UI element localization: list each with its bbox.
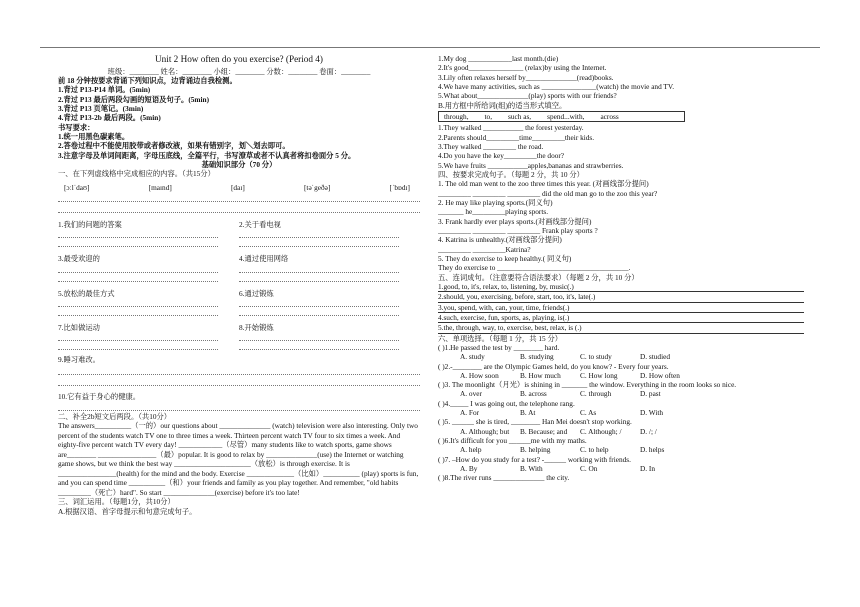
answer-dotted-line[interactable] bbox=[239, 298, 399, 307]
section-basic-title: 基础知识部分（70 分） bbox=[201, 160, 277, 170]
section4-title: 四、按要求完成句子。（每题 2 分，共 10 分） bbox=[438, 169, 584, 179]
section6-title: 六、单项选择。（每题 1 分，共 15 分） bbox=[438, 333, 563, 343]
phrase-prompt: 5.放松的最佳方式 bbox=[58, 288, 115, 298]
answer-dotted-line[interactable] bbox=[239, 264, 399, 273]
right-column bbox=[438, 54, 804, 483]
mcq-options bbox=[438, 389, 804, 398]
passage-text: The answers__________（一的）our questions about ______________ (watch) television were also interesting. Only two percent of the students watch TV one to three times a week. Thirteen percent watch TV four to six times a week. And eighty-five percent watch TV every day! ____________（尽管）many students like to watch sports, game shows are________ ________________（最）popular. It is good to relax by ______________(use) the Internet or watching game shows, but we think the best way _____________________（放松）is through exercise. It is ________________(health) for the mind and the body. Exercise _____________（比如）__________ (play) sports is fun, and you can spend time __________（和）your friends and family as you play together. And remember, "old habits _________（死亡）hard". So start ______________(exercise) before it's too late! bbox=[58, 421, 419, 497]
phrase-prompt: 2.关于看电视 bbox=[239, 220, 281, 230]
instruction-line: 2.背过 P13 最后两段勾画的短语及句子。(5min) bbox=[58, 94, 209, 104]
instruction-line: 书写要求： bbox=[58, 122, 95, 132]
mcq-option[interactable]: B. Because; and bbox=[520, 426, 568, 436]
answer-dotted-line[interactable] bbox=[239, 332, 399, 341]
answer-dotted-line[interactable] bbox=[58, 365, 420, 375]
mcq-option[interactable]: B. studying bbox=[520, 352, 554, 362]
answer-dotted-line[interactable] bbox=[58, 203, 420, 213]
instruction-line: 前 18 分钟按要求背诵下列知识点，边背诵边自我检测。 bbox=[58, 76, 237, 86]
mcq-option[interactable]: D. In bbox=[640, 464, 655, 474]
mcq-option[interactable]: D. studied bbox=[640, 352, 670, 362]
answer-dotted-line[interactable] bbox=[58, 264, 218, 273]
instruction-line: 3.背过 P13 页笔记。(3min) bbox=[58, 104, 144, 114]
mcq-option[interactable]: A. Although; but bbox=[460, 426, 510, 436]
phrase-grid bbox=[58, 220, 420, 350]
section4-line: _______ he_________playing sports. bbox=[438, 207, 549, 217]
answer-dotted-line[interactable] bbox=[239, 307, 399, 316]
mcq-option[interactable]: C. through bbox=[580, 389, 612, 399]
mcq-option[interactable]: D. /; / bbox=[640, 426, 657, 436]
answer-dotted-line[interactable] bbox=[58, 401, 420, 411]
mcq-question: ( )1.He passed the test by ________ hard. bbox=[438, 342, 560, 352]
box-fill-line: 4.Do you have the key_________the door? bbox=[438, 151, 565, 161]
phrase-prompt: 6.通过锻炼 bbox=[239, 288, 274, 298]
box-word: spend...with, bbox=[547, 111, 585, 121]
section4-line: 2. He may like playing sports.(同义句) bbox=[438, 197, 553, 207]
mcq-options bbox=[438, 445, 804, 454]
mcq-option[interactable]: A. over bbox=[460, 389, 482, 399]
worksheet-title: Unit 2 How often do you exercise? (Period 4) bbox=[155, 54, 323, 64]
section4-line: 5. They do exercise to keep healthy.( 同义句) bbox=[438, 253, 572, 263]
instruction-line: 2.答卷过程中不能使用胶带或者修改液，如果有错别字，划＼划去即可。 bbox=[58, 141, 290, 151]
fill-line: 2.It's good_______________ (relax)by using the Internet. bbox=[438, 63, 607, 73]
mcq-option[interactable]: A. How soon bbox=[460, 370, 499, 380]
answer-dotted-line[interactable] bbox=[239, 273, 399, 282]
box-word: across bbox=[600, 111, 619, 121]
phrase-row bbox=[58, 289, 420, 316]
fill-line: 1.My dog ____________last month.(die) bbox=[438, 54, 559, 63]
answer-dotted-line[interactable] bbox=[58, 341, 218, 350]
mcq-question: ( )4._____ I was going out, the telephone rang. bbox=[438, 398, 575, 408]
section5-lines bbox=[438, 282, 804, 334]
phonetic-item: [maɪnd] bbox=[148, 182, 172, 192]
mcq-option[interactable]: B. helping bbox=[520, 445, 551, 455]
fill-line: 3.Lily often relaxes herself by______________(read)books. bbox=[438, 72, 614, 82]
phrase-row bbox=[58, 323, 420, 350]
mcq-option[interactable]: A. By bbox=[460, 464, 478, 474]
mcq-option[interactable]: C. to help bbox=[580, 445, 609, 455]
section2-title: 二、补全2b短文后两段。（共10分） bbox=[58, 412, 172, 421]
box-word: through, bbox=[444, 111, 469, 121]
section4-line: 4. Katrina is unhealthy.(对画线部分提问) bbox=[438, 235, 562, 245]
answer-dotted-line[interactable] bbox=[58, 376, 420, 386]
answer-dotted-line[interactable] bbox=[58, 298, 218, 307]
multiple-choice-list bbox=[438, 343, 804, 483]
answer-dotted-line[interactable] bbox=[239, 229, 399, 238]
section4-line: 1. The old man went to the zoo three times this year. (对画线部分提问) bbox=[438, 179, 649, 189]
phonetic-item: [təˈgeðə] bbox=[303, 182, 331, 192]
instruction-line: 1.统一用黑色碳素笔。 bbox=[58, 132, 130, 142]
mcq-option[interactable]: C. As bbox=[580, 408, 597, 418]
section3-title: 三、词汇运用。（每题1分，共10分） bbox=[58, 497, 175, 507]
section1-title: 一、在下列虚线格中完成相应的内容。（共15分） bbox=[58, 169, 215, 179]
mcq-question: ( )5. ______ she is tired, ________ Han Mei doesn't stop working. bbox=[438, 417, 632, 427]
mcq-option[interactable]: A. help bbox=[460, 445, 482, 455]
section5-line: 3.you, spend, with, can, your, time, friends(.) bbox=[438, 303, 804, 313]
phrase-prompt: 1.我们的问题的答案 bbox=[58, 220, 122, 230]
mcq-question: ( )7. –How do you study for a test? -______ working with friends. bbox=[438, 454, 631, 464]
mcq-option[interactable]: B. At bbox=[520, 408, 536, 418]
phrase-cell bbox=[58, 323, 239, 350]
box-fill-line: 5.We have fruits ___________apples,bananas and strawberries. bbox=[438, 160, 624, 170]
section5-title: 五、连词成句。（注意要符合语法要求）（每题 2 分，共 10 分） bbox=[438, 272, 639, 282]
box-fill-line: 2.Parents should_________time_________their kids. bbox=[438, 132, 595, 142]
section5-line: 5.the, through, way, to, exercise, best, relax, is (.) bbox=[438, 323, 804, 333]
fill-line: 5.What about______________(play) sports with our friends? bbox=[438, 91, 617, 101]
left-column bbox=[58, 54, 420, 516]
phrase-cell bbox=[58, 289, 239, 316]
mcq-option[interactable]: D. With bbox=[640, 408, 664, 418]
answer-dotted-line[interactable] bbox=[58, 273, 218, 282]
section4-lines bbox=[438, 179, 804, 272]
answer-dotted-line[interactable] bbox=[58, 332, 218, 341]
fill-line: 4.We have many activities, such as _______________(watch) the movie and TV. bbox=[438, 81, 675, 91]
instruction-line: 1.背过 P13-P14 单词。(5min) bbox=[58, 85, 151, 95]
instruction-line: 3.注意字母及单词间距离，字母压底线，全篇平行，书写潦草或者不认真者将扣卷面分 5 分。 bbox=[58, 150, 356, 160]
instructions-block bbox=[58, 76, 420, 160]
page-top-rule bbox=[40, 47, 820, 48]
section3-part-a: A.根据汉语、首字母提示和句意完成句子。 bbox=[58, 506, 197, 516]
mcq-question: ( )3. The moonlight（月光）is shining in _______ the window. Everything in the room looks so nice. bbox=[438, 380, 737, 390]
phrase-cell bbox=[58, 254, 239, 281]
mcq-question: ( )8.The river runs ______________ the city. bbox=[438, 473, 570, 483]
mcq-option[interactable]: B. How much bbox=[520, 370, 561, 380]
section4-line: _________ _________ _________ Frank play sports ? bbox=[438, 225, 598, 235]
section4-line: 3. Frank hardly ever plays sports.(对画线部分提问) bbox=[438, 216, 592, 226]
mcq-options bbox=[438, 464, 804, 473]
mcq-option[interactable]: B. across bbox=[520, 389, 547, 399]
answer-dotted-line[interactable] bbox=[239, 238, 399, 247]
phrase-prompt: 3.最受欢迎的 bbox=[58, 254, 100, 264]
mcq-options bbox=[438, 427, 804, 436]
answer-dotted-line[interactable] bbox=[58, 192, 420, 202]
box-word: to, bbox=[484, 111, 493, 121]
phonetic-item: [ˈbɒdɪ] bbox=[389, 182, 410, 192]
section5-line: 2.should, you, exercising, before, start, too, it's, late(.) bbox=[438, 292, 804, 302]
box-fill-lines bbox=[438, 123, 804, 170]
section5-line: 1.good, to, it's, relax, to, listening, by, music(.) bbox=[438, 282, 804, 292]
phonetics-row bbox=[58, 183, 420, 192]
mcq-option[interactable]: A. For bbox=[460, 408, 480, 418]
mcq-option[interactable]: D. helps bbox=[640, 445, 665, 455]
answer-dotted-line[interactable] bbox=[239, 341, 399, 350]
mcq-options bbox=[438, 408, 804, 417]
mcq-option[interactable]: C. On bbox=[580, 464, 598, 474]
mcq-option[interactable]: C. Although; / bbox=[580, 426, 622, 436]
section4-line: _________ _________Katrina? bbox=[438, 244, 531, 254]
phrase-prompt: 8.开始锻炼 bbox=[239, 323, 274, 333]
phrase-cell bbox=[239, 220, 420, 247]
box-fill-line: 1.They walked ___________ the forest yesterday. bbox=[438, 123, 584, 133]
box-word: such as, bbox=[508, 111, 532, 121]
item-9: 9.睡习难改。 bbox=[58, 355, 100, 365]
answer-dotted-line[interactable] bbox=[58, 238, 218, 247]
box-fill-line: 3.They walked _________ the road. bbox=[438, 141, 544, 151]
answer-dotted-line[interactable] bbox=[58, 307, 218, 316]
phonetic-item: [ɔːlˈdaʊ] bbox=[64, 182, 90, 192]
mcq-option[interactable]: D. How often bbox=[640, 370, 680, 380]
phrase-cell bbox=[239, 323, 420, 350]
section4-line: They do exercise to ____________________________________. bbox=[438, 263, 631, 273]
section5-line: 4.such, exercise, fun, sports, as, playing, is(.) bbox=[438, 313, 804, 323]
phrase-cell bbox=[239, 254, 420, 281]
phrase-prompt: 4.通过使用网络 bbox=[239, 254, 289, 264]
phrase-cell bbox=[58, 220, 239, 247]
section4-line: _________ _________ _________ did the old man go to the zoo this year? bbox=[438, 188, 658, 198]
mcq-option[interactable]: D. past bbox=[640, 389, 661, 399]
word-box bbox=[438, 111, 685, 122]
phrase-prompt: 7.比如做运动 bbox=[58, 323, 100, 333]
fill-lines bbox=[438, 54, 804, 101]
mcq-options bbox=[438, 371, 804, 380]
phrase-cell bbox=[239, 289, 420, 316]
section3-part-b: B.用方框中所给词(组)的适当形式填空。 bbox=[438, 100, 567, 110]
mcq-options bbox=[438, 352, 804, 361]
item-10: 10.它有益于身心的健康。 bbox=[58, 391, 141, 401]
mcq-option[interactable]: C. How long bbox=[580, 370, 618, 380]
phrase-row bbox=[58, 220, 420, 247]
phonetic-item: [daɪ] bbox=[231, 182, 245, 192]
mcq-question: ( )2.-________ are the Olympic Games held, do you know? - Every four years. bbox=[438, 361, 669, 371]
instruction-line: 4.背过 P13-2b 最后两段。(5min) bbox=[58, 113, 161, 123]
mcq-question: ( )6.It's difficult for you ______me with my maths. bbox=[438, 436, 587, 446]
phrase-row bbox=[58, 254, 420, 281]
mcq-option[interactable]: C. to study bbox=[580, 352, 612, 362]
student-info-line: 班级：________ 姓名：________ 小组：________ 分数：________ 卷面：________ bbox=[107, 66, 371, 76]
answer-dotted-line[interactable] bbox=[58, 229, 218, 238]
mcq-option[interactable]: A. study bbox=[460, 352, 485, 362]
mcq-option[interactable]: B. With bbox=[520, 464, 543, 474]
